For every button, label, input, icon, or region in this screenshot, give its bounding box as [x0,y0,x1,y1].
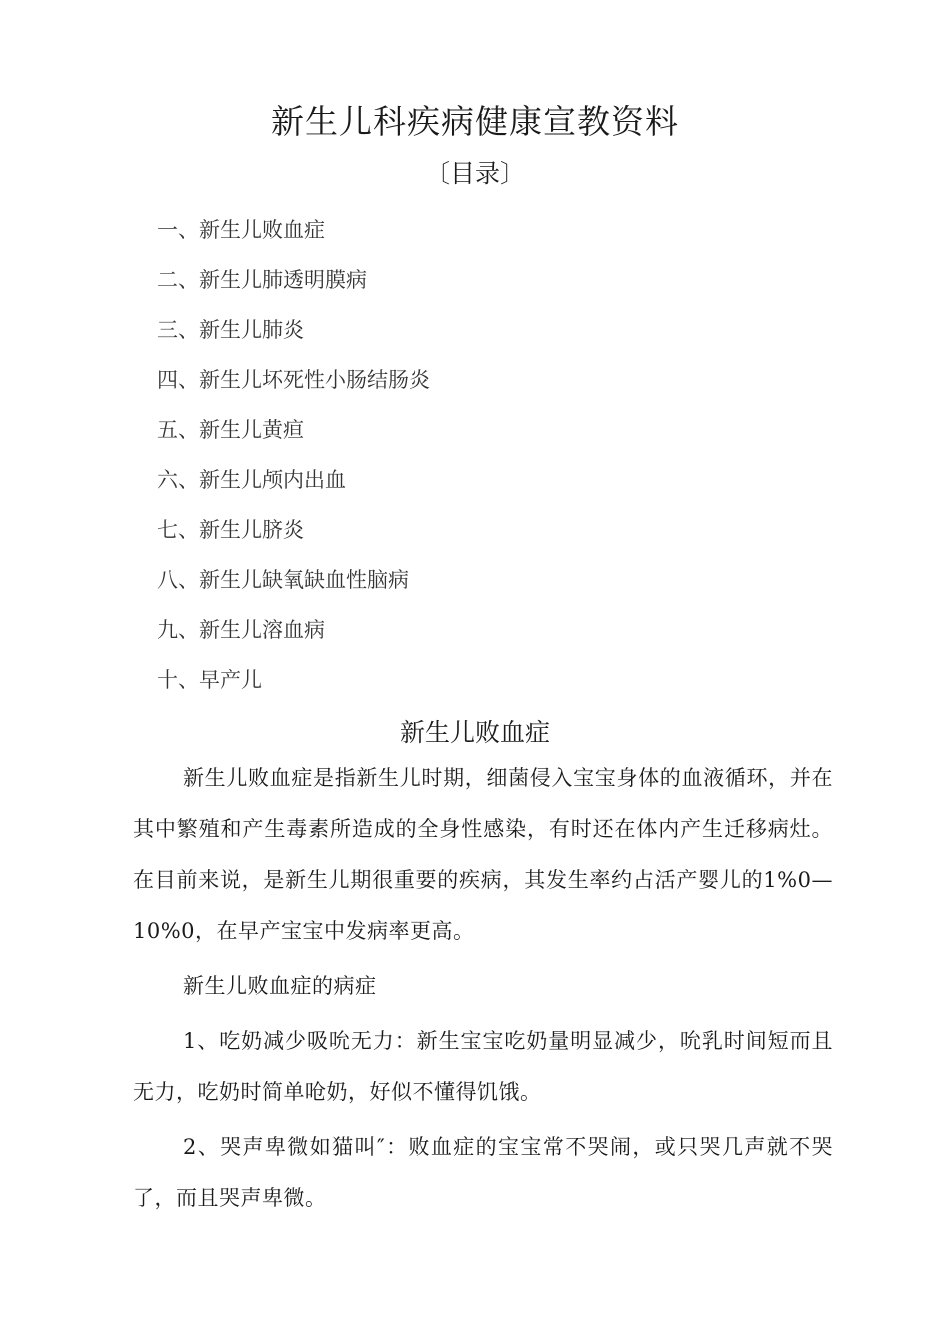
document-title: 新生儿科疾病健康宣教资料 [271,102,679,141]
paragraph-symptom-1: 1、吃奶减少吸吮无力：新生宝宝吃奶量明显减少，吮乳时间短而且无力，吃奶时简单呛奶，好似不懂得饥饿。 [133,1029,833,1104]
toc-item: 九、新生儿溶血病 [157,618,325,642]
toc-item: 七、新生儿脐炎 [157,518,304,542]
toc-item: 三、新生儿肺炎 [157,318,304,342]
toc-heading: 〔目录〕 [424,159,525,188]
toc-item: 八、新生儿缺氧缺血性脑病 [157,568,409,592]
section-body [133,753,833,1228]
toc-item: 十、早产儿 [157,668,262,692]
toc-item: 六、新生儿颅内出血 [157,468,346,492]
section-title: 新生儿败血症 [399,718,550,747]
paragraph-definition: 新生儿败血症是指新生儿时期，细菌侵入宝宝身体的血液循环，并在其中繁殖和产生毒素所造成的全身性感染，有时还在体内产生迁移病灶。在目前来说，是新生儿期很重要的疾病，其发生率约占活产婴儿的1%0—10%0，在早产宝宝中发病率更高。 [133,766,833,943]
toc-item: 一、新生儿败血症 [157,218,325,242]
paragraph-symptoms-heading: 新生儿败血症的病症 [183,974,377,998]
toc-item: 四、新生儿坏死性小肠结肠炎 [157,368,430,392]
table-of-contents [157,205,430,705]
toc-item: 五、新生儿黄疸 [157,418,304,442]
paragraph-symptom-2: 2、哭声卑微如猫叫″：败血症的宝宝常不哭闹，或只哭几声就不哭了，而且哭声卑微。 [133,1135,833,1210]
toc-item: 二、新生儿肺透明膜病 [157,268,367,292]
